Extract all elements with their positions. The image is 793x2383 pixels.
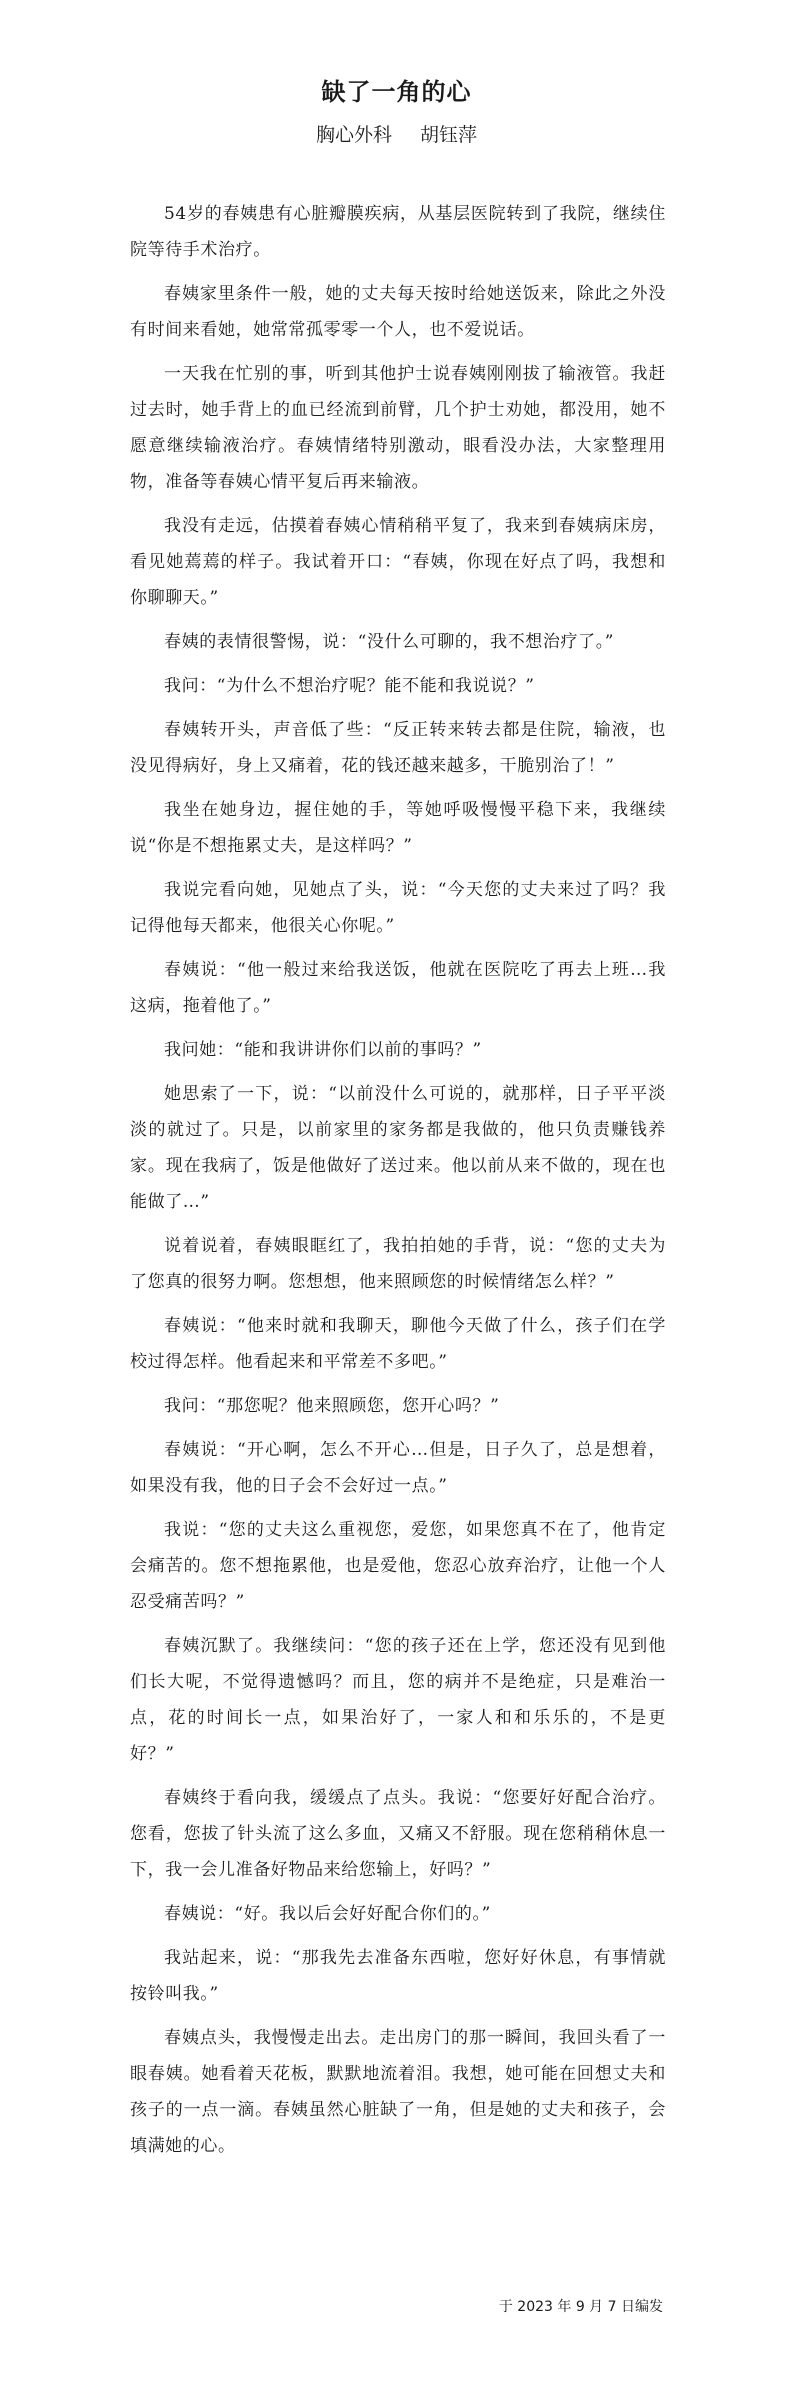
paragraph: 春姨沉默了。我继续问：“您的孩子还在上学，您还没有见到他们长大呢，不觉得遗憾吗？而且，您的病并不是绝症，只是难治一点，花的时间长一点，如果治好了，一家人和和乐乐的，不是更好？” [130,1636,666,1764]
paragraph: 我站起来，说：“那我先去准备东西啦，您好好休息，有事情就按铃叫我。” [130,1948,666,2004]
paragraph: 我说：“您的丈夫这么重视您，爱您，如果您真不在了，他肯定会痛苦的。您不想拖累他，也是爱他，您忍心放弃治疗，让他一个人忍受痛苦吗？” [130,1520,666,1612]
dateline: 于 2023 年 9 月 7 日编发 [498,2299,663,2315]
paragraph: 春姨说：“他一般过来给我送饭，他就在医院吃了再去上班…我这病，拖着他了。” [130,960,666,1016]
paragraph: 春姨说：“好。我以后会好好配合你们的。” [164,1904,491,1924]
paragraph: 春姨说：“开心啊，怎么不开心…但是，日子久了，总是想着，如果没有我，他的日子会不会好过一点。” [130,1440,666,1496]
article-body [130,196,666,2172]
paragraph: 我问：“为什么不想治疗呢？能不能和我说说？” [164,676,535,696]
author-name: 胡钰萍 [420,124,478,146]
paragraph: 我没有走远，估摸着春姨心情稍稍平复了，我来到春姨病床房，看见她蔫蔫的样子。我试着开口：“春姨，你现在好点了吗，我想和你聊聊天。” [130,516,666,608]
paragraph: 我说完看向她，见她点了头，说：“今天您的丈夫来过了吗？我记得他每天都来，他很关心你呢。” [130,880,666,936]
paragraph: 一天我在忙别的事，听到其他护士说春姨刚刚拔了输液管。我赶过去时，她手背上的血已经流到前臂，几个护士劝她，都没用，她不愿意继续输液治疗。春姨情绪特别激动，眼看没办法，大家整理用物，准备等春姨心情平复后再来输液。 [130,364,666,492]
paragraph: 春姨说：“他来时就和我聊天，聊他今天做了什么，孩子们在学校过得怎样。他看起来和平常差不多吧。” [130,1316,666,1372]
paragraph: 春姨的表情很警惕，说：“没什么可聊的，我不想治疗了。” [164,632,615,652]
paragraph: 春姨点头，我慢慢走出去。走出房门的那一瞬间，我回头看了一眼春姨。她看着天花板，默默地流着泪。我想，她可能在回想丈夫和孩子的一点一滴。春姨虽然心脏缺了一角，但是她的丈夫和孩子，会填满她的心。 [130,2028,666,2156]
paragraph: 我问：“那您呢？他来照顾您，您开心吗？” [164,1396,500,1416]
paragraph: 春姨终于看向我，缓缓点了点头。我说：“您要好好配合治疗。您看，您拔了针头流了这么多血，又痛又不舒服。现在您稍稍休息一下，我一会儿准备好物品来给您输上，好吗？” [130,1788,666,1880]
byline [0,120,793,147]
paragraph: 春姨家里条件一般，她的丈夫每天按时给她送饭来，除此之外没有时间来看她，她常常孤零零一个人，也不爱说话。 [130,284,666,340]
article-title: 缺了一角的心 [321,78,472,106]
paragraph: 我坐在她身边，握住她的手，等她呼吸慢慢平稳下来，我继续说“你是不想拖累丈夫，是这样吗？” [130,800,666,856]
paragraph: 春姨转开头，声音低了些：“反正转来转去都是住院，输液，也没见得病好，身上又痛着，花的钱还越来越多，干脆别治了！” [130,720,666,776]
paragraph: 她思索了一下，说：“以前没什么可说的，就那样，日子平平淡淡的就过了。只是，以前家里的家务都是我做的，他只负责赚钱养家。现在我病了，饭是他做好了送过来。他以前从来不做的，现在也能做了…” [130,1084,666,1212]
paragraph: 我问她：“能和我讲讲你们以前的事吗？” [164,1040,482,1060]
paragraph: 54岁的春姨患有心脏瓣膜疾病，从基层医院转到了我院，继续住院等待手术治疗。 [130,204,666,260]
paragraph: 说着说着，春姨眼眶红了，我拍拍她的手背，说：“您的丈夫为了您真的很努力啊。您想想，他来照顾您的时候情绪怎么样？” [130,1236,666,1292]
department: 胸心外科 [315,124,392,146]
